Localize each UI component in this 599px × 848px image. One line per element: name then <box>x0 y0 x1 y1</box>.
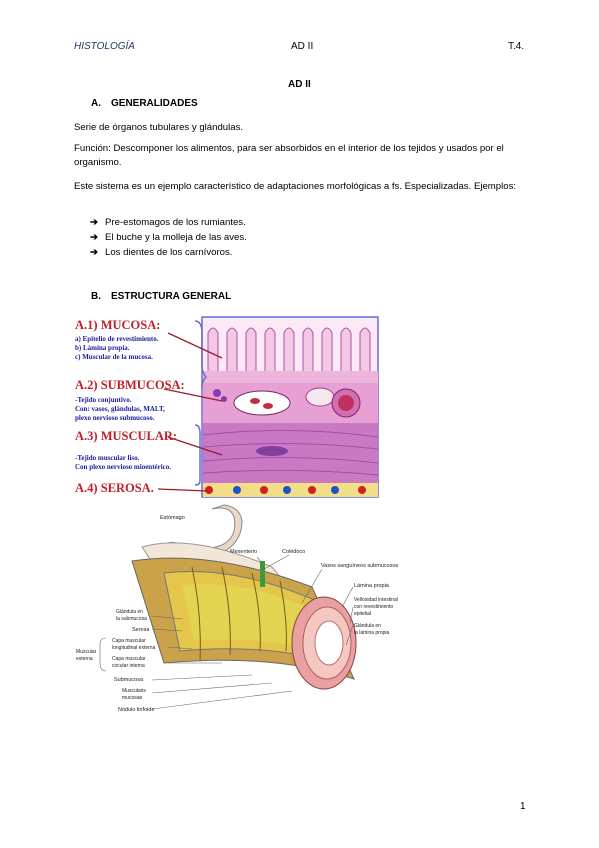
label-vasos: Vasos sanguíneos submucosos <box>321 563 399 569</box>
submucosa-line-1: -Tejido conjuntivo. <box>75 396 132 404</box>
label-serosa: Serosa <box>132 627 150 633</box>
label-vellosidad-1: Vellosidad intestinal <box>354 597 398 603</box>
submucosa-gland <box>306 388 334 406</box>
label-lamina: Lámina propia <box>354 583 389 589</box>
header-right: T.4. <box>508 41 525 52</box>
header-left: HISTOLOGÍA <box>74 41 135 52</box>
arrow-right-icon: ➔ <box>90 232 99 243</box>
label-muscularis-1: Muscularis <box>122 688 146 694</box>
bile-duct <box>260 561 265 587</box>
paragraph-3: Este sistema es un ejemplo característico de adaptaciones morfológicas a fs. Especializadas. Ejemplos: <box>74 181 517 192</box>
mucosa-line-1: a) Epitelio de revestimiento. <box>75 335 159 343</box>
layer-title-mucosa: A.1) MUCOSA: <box>75 318 161 332</box>
mucosa-line-2: b) Lámina propia. <box>75 344 130 352</box>
bullet-item-1 <box>90 217 246 228</box>
label-muscular-externa-1: Muscular <box>76 649 97 655</box>
submucosa-line-2: Con: vasos, glándulas, MALT, <box>75 405 165 413</box>
mucosa-line-3: c) Muscular de la mucosa. <box>75 353 153 361</box>
intestinal-layers-diagram <box>72 313 380 498</box>
submucosa-line-3: plexo nervioso submucoso. <box>75 414 155 422</box>
header-center: AD II <box>291 41 314 52</box>
label-vellosidad-3: epitelial <box>354 611 371 617</box>
section-a-heading <box>91 98 198 109</box>
muscular-line-2: Con plexo nervioso mioentérico. <box>75 463 172 471</box>
section-a-letter: A. <box>91 98 101 109</box>
label-capa-long-2: longitudinal externa <box>112 645 156 651</box>
label-capa-circ-1: Capa muscular <box>112 656 146 662</box>
label-nodulo: Nódulo linfoide <box>118 707 155 713</box>
intestine-section-illustration <box>72 503 415 716</box>
paragraph-1: Serie de órganos tubulares y glándulas. <box>74 122 244 133</box>
section-a-title: GENERALIDADES <box>111 98 198 109</box>
label-mesenterio: Mesenterio <box>230 549 258 555</box>
mucosa-villi <box>208 328 370 375</box>
page-number: 1 <box>520 801 526 812</box>
bullet-text: Los dientes de los carnívoros. <box>105 247 233 258</box>
submucosa-vessel <box>234 391 290 415</box>
layer-title-muscular: A.3) MUSCULAR: <box>75 429 178 443</box>
label-glandula-lp-2: la lámina propia <box>354 630 390 636</box>
label-muscular-externa-2: externa <box>76 656 93 662</box>
label-glandula-sub-1: Glándula en <box>116 609 143 615</box>
bullet-item-2 <box>90 232 247 243</box>
page-title: AD II <box>288 79 311 90</box>
label-capa-circ-2: circular interna <box>112 663 145 669</box>
arrow-right-icon: ➔ <box>90 217 99 228</box>
layer-title-serosa: A.4) SEROSA. <box>75 481 154 495</box>
arrow-right-icon: ➔ <box>90 247 99 258</box>
bullet-item-3 <box>90 247 232 258</box>
section-b-heading <box>91 291 231 302</box>
section-b-title: ESTRUCTURA GENERAL <box>111 291 232 302</box>
label-glandula-sub-2: la submucosa <box>116 616 147 622</box>
bullet-text: Pre-estomagos de los rumiantes. <box>105 217 246 228</box>
section-b-letter: B. <box>91 291 101 302</box>
muscular-line-1: -Tejido muscular liso. <box>75 454 140 462</box>
layer-title-submucosa: A.2) SUBMUCOSA: <box>75 378 185 392</box>
label-capa-long-1: Capa muscular <box>112 638 146 644</box>
label-estomago: Estómago <box>160 515 185 521</box>
label-submucosa: Submucosa <box>114 677 144 683</box>
label-glandula-lp-1: Glándula en <box>354 623 381 629</box>
lamina-propria-band <box>203 371 378 383</box>
muscular-band <box>203 423 378 483</box>
bullet-text: El buche y la molleja de las aves. <box>105 232 247 243</box>
label-coledoco: Colédoco <box>282 549 306 555</box>
label-muscularis-2: mucosae <box>122 695 143 701</box>
label-vellosidad-2: con revestimiento <box>354 604 394 610</box>
paragraph-2: Función: Descomponer los alimentos, para ser absorbidos en el interior de los tejidos y usados por el organismo. <box>74 143 504 168</box>
